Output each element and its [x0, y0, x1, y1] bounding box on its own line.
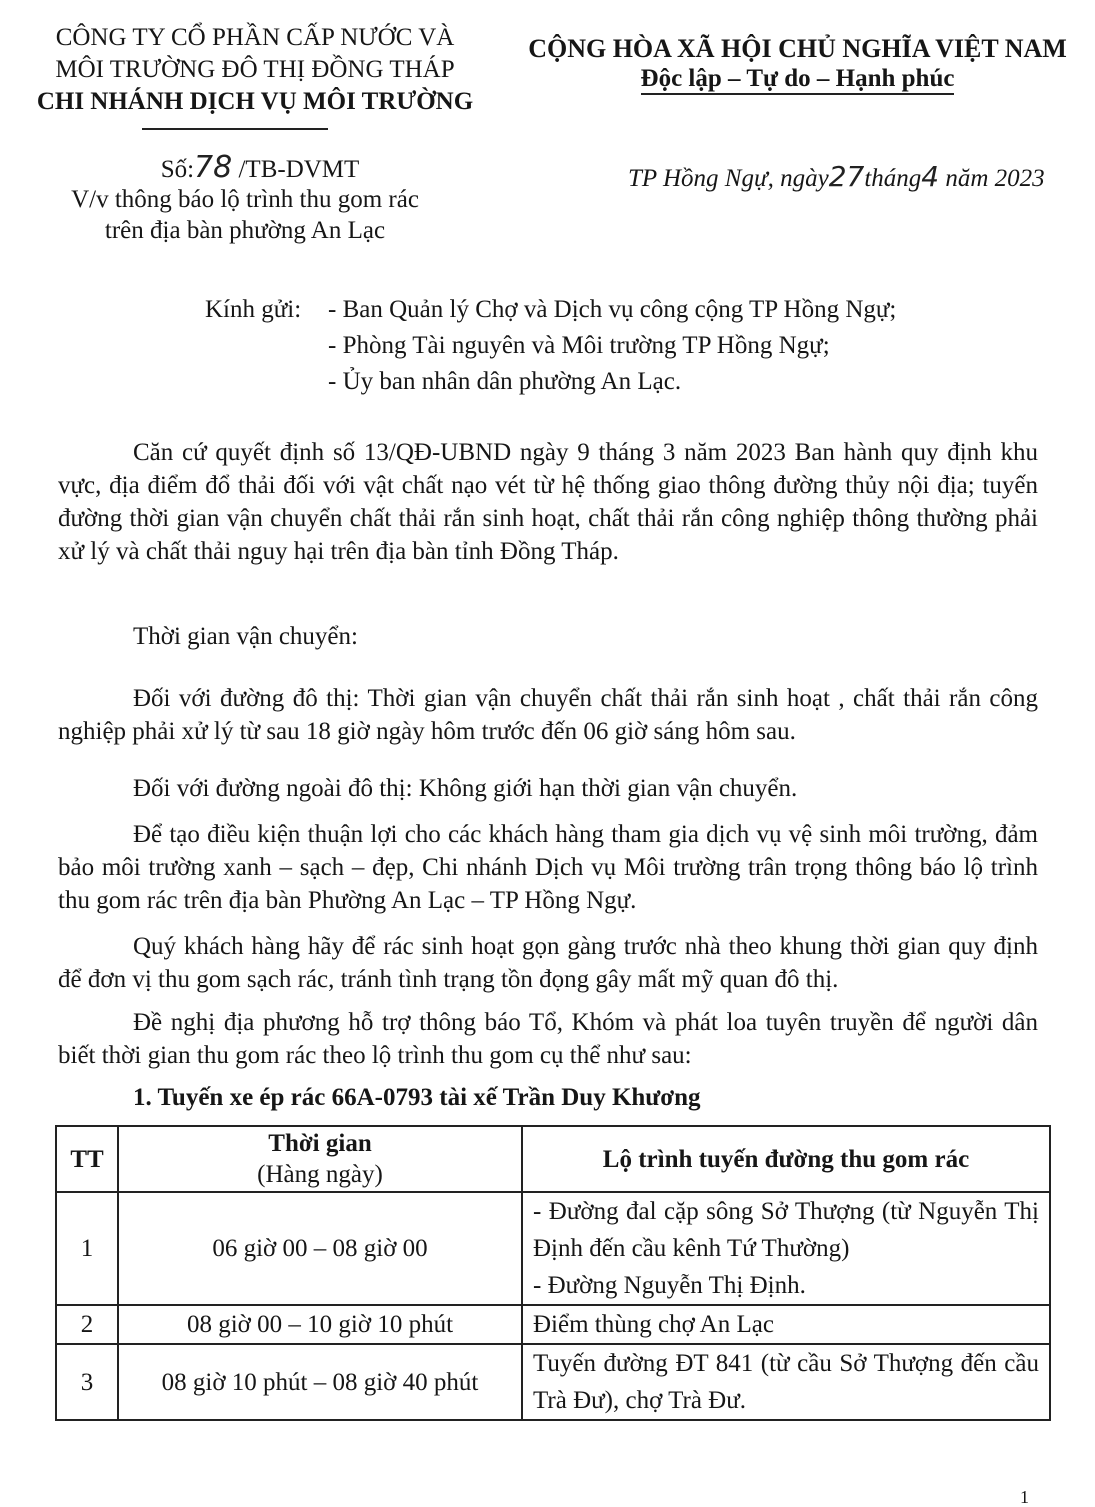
table-row [56, 1192, 1050, 1305]
row-time: 06 giờ 00 – 08 giờ 00 [118, 1192, 522, 1305]
recipients-label: Kính gửi: [205, 296, 302, 323]
page-number: 1 [1020, 1487, 1029, 1507]
row-tt: 1 [56, 1192, 118, 1305]
national-motto [500, 64, 1095, 94]
date-year: năm 2023 [945, 165, 1045, 192]
row-route [522, 1192, 1050, 1305]
row-route [522, 1305, 1050, 1344]
row-route [522, 1344, 1050, 1420]
doc-subject-line2: trên địa bàn phường An Lạc [104, 217, 386, 244]
date-prefix: TP Hồng Ngự, ngày [628, 165, 829, 192]
header-time-line1: Thời gian [268, 1130, 372, 1157]
paragraph-customer-request: Quý khách hàng hãy để rác sinh hoạt gọn gàng trước nhà theo khung thời gian quy định để đơn vị thu gom sạch rác, tránh tình trạng tồn đọng gây mất mỹ quan đô thị. [58, 933, 1038, 993]
doc-date [628, 160, 1095, 196]
doc-subject [30, 184, 460, 246]
paragraph-transport-time-heading: Thời gian vận chuyển: [133, 623, 358, 650]
parent-company-line1: CÔNG TY CỔ PHẦN CẤP NƯỚC VÀ [55, 24, 455, 51]
row-time: 08 giờ 10 phút – 08 giờ 40 phút [118, 1344, 522, 1420]
row-time: 08 giờ 00 – 10 giờ 10 phút [118, 1305, 522, 1344]
route-table [55, 1125, 1051, 1421]
recipient-item: - Ủy ban nhân dân phường An Lạc. [328, 368, 682, 395]
header-time-line2: (Hàng ngày) [257, 1161, 383, 1188]
header-time [118, 1126, 522, 1192]
national-motto-text: Độc lập – Tự do – Hạnh phúc [641, 65, 955, 95]
paragraph-non-urban-roads: Đối với đường ngoài đô thị: Không giới hạn thời gian vận chuyển. [133, 775, 798, 802]
route-line: - Đường đal cặp sông Sở Thượng (từ Nguyễn Thị Định đến cầu kênh Tứ Thường) [533, 1198, 1039, 1262]
route-line: Tuyến đường ĐT 841 (từ cầu Sở Thượng đến cầu Trà Đư), chợ Trà Đư. [533, 1350, 1039, 1414]
header-left-underline [142, 128, 328, 130]
national-header [500, 34, 1095, 94]
paragraph-legal-basis: Căn cứ quyết định số 13/QĐ-UBND ngày 9 tháng 3 năm 2023 Ban hành quy định khu vực, địa điểm đổ thải đối với vật chất nạo vét từ hệ thống giao thông đường thủy nội địa; tuyến đường thời gian vận chuyển chất thải rắn sinh hoạt, chất thải rắn công nghiệp thông thường phải xử lý và chất thải nguy hại trên địa bàn tỉnh Đồng Tháp. [58, 439, 1038, 565]
route-line: Điểm thùng chợ An Lạc [533, 1311, 774, 1338]
row-tt: 2 [56, 1305, 118, 1344]
date-month-handwritten: 4 [921, 160, 940, 193]
parent-company-line2: MÔI TRƯỜNG ĐÔ THỊ ĐỒNG THÁP [55, 56, 455, 83]
header-tt: TT [56, 1126, 118, 1192]
branch-name: CHI NHÁNH DỊCH VỤ MÔI TRƯỜNG [36, 88, 474, 115]
doc-number-suffix: /TB-DVMT [238, 156, 360, 183]
header-route: Lộ trình tuyến đường thu gom rác [522, 1126, 1050, 1192]
doc-number [30, 152, 490, 185]
doc-subject-line1: V/v thông báo lộ trình thu gom rác [71, 186, 419, 213]
table-row [56, 1305, 1050, 1344]
doc-number-handwritten: 78 [194, 150, 233, 185]
org-header-left [15, 22, 495, 118]
route-line: - Đường Nguyễn Thị Định. [533, 1272, 806, 1299]
date-month-label: tháng [864, 165, 922, 192]
table-header-row [56, 1126, 1050, 1192]
doc-number-label: Số: [160, 156, 195, 183]
recipient-item: - Phòng Tài nguyên và Môi trường TP Hồng Ngự; [328, 332, 830, 359]
recipient-item: - Ban Quản lý Chợ và Dịch vụ công cộng TP Hồng Ngự; [328, 296, 897, 323]
paragraph-urban-roads: Đối với đường đô thị: Thời gian vận chuyển chất thải rắn sinh hoạt , chất thải rắn công nghiệp phải xử lý từ sau 18 giờ ngày hôm trước đến 06 giờ sáng hôm sau. [58, 685, 1038, 745]
row-tt: 3 [56, 1344, 118, 1420]
date-day-handwritten: 27 [828, 160, 865, 193]
national-title: CỘNG HÒA XÃ HỘI CHỦ NGHĨA VIỆT NAM [528, 34, 1067, 63]
section-title-route-1: 1. Tuyến xe ép rác 66A-0793 tài xế Trần Duy Khương [133, 1084, 701, 1111]
table-row [56, 1344, 1050, 1420]
paragraph-announcement: Để tạo điều kiện thuận lợi cho các khách hàng tham gia dịch vụ vệ sinh môi trường, đảm bảo môi trường xanh – sạch – đẹp, Chi nhánh Dịch vụ Môi trường trân trọng thông báo lộ trình thu gom rác trên địa bàn Phường An Lạc – TP Hồng Ngự. [58, 821, 1038, 914]
recipients-list [328, 292, 1048, 400]
paragraph-local-support: Đề nghị địa phương hỗ trợ thông báo Tổ, Khóm và phát loa tuyên truyền để người dân biết thời gian thu gom rác theo lộ trình thu gom cụ thể như sau: [58, 1009, 1038, 1069]
